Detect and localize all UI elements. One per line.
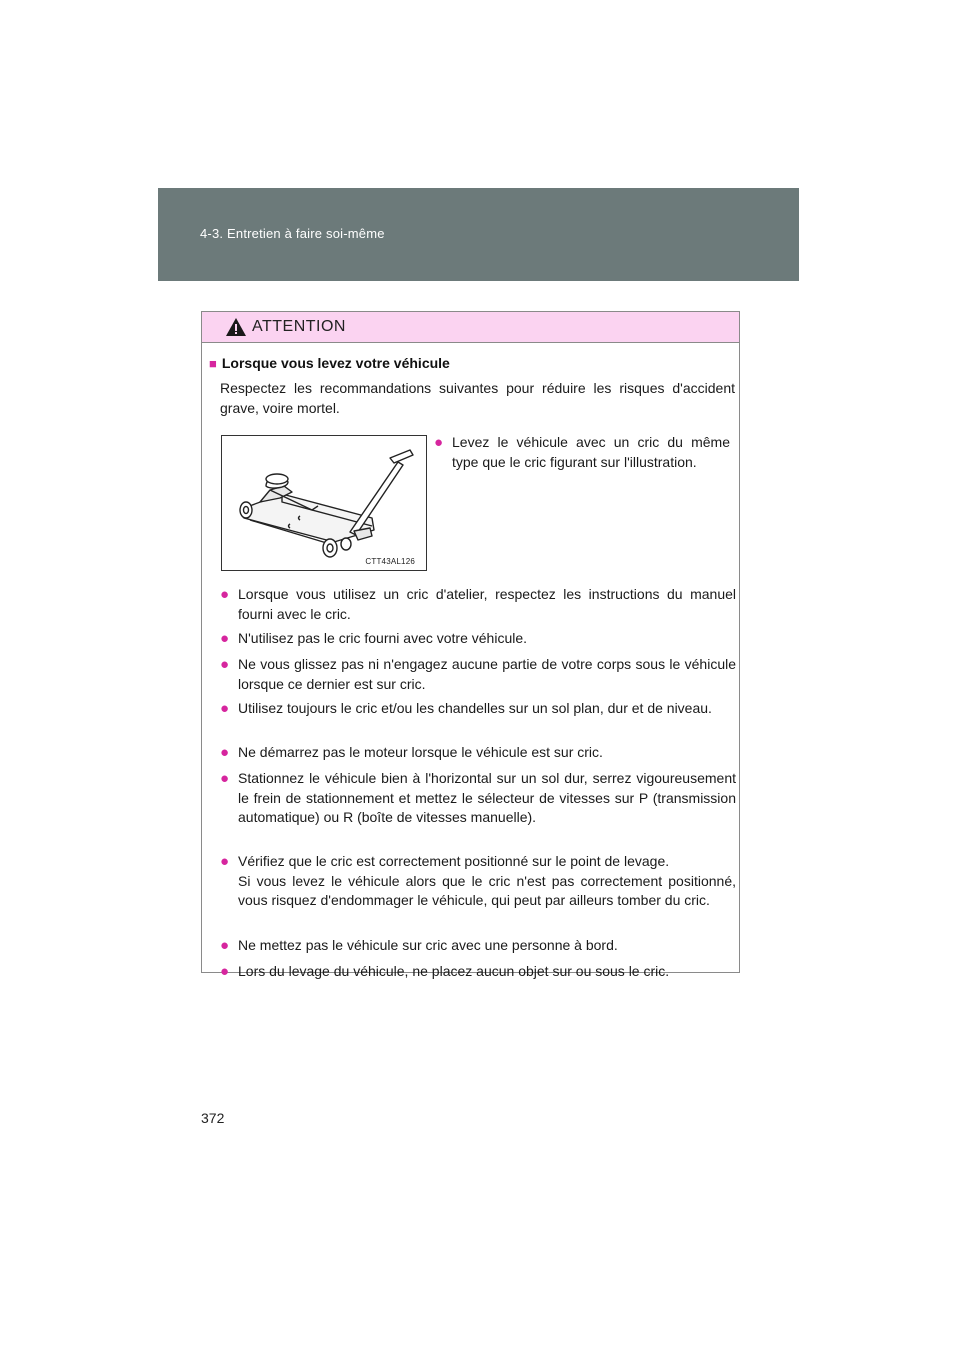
list-item xyxy=(434,433,730,472)
bullet-dot-icon: ● xyxy=(220,963,230,980)
list-item xyxy=(220,585,736,624)
list-item xyxy=(220,769,736,828)
list-item xyxy=(220,962,736,982)
bullet-text: N'utilisez pas le cric fourni avec votre véhicule. xyxy=(238,630,528,646)
warning-header xyxy=(202,312,739,343)
warning-section-title: Lorsque vous levez votre véhicule xyxy=(221,355,450,371)
bullet-dot-icon: ● xyxy=(434,434,444,451)
bullet-dot-icon: ● xyxy=(220,700,230,717)
section-title: 4-3. Entretien à faire soi-même xyxy=(200,226,385,241)
bullet-dot-icon: ● xyxy=(220,937,230,954)
warning-triangle-icon xyxy=(225,317,247,337)
bullet-text: Ne mettez pas le véhicule sur cric avec une personne à bord. xyxy=(238,937,618,953)
jack-illustration xyxy=(221,435,427,571)
list-item xyxy=(220,852,736,911)
bullet-dot-icon: ● xyxy=(220,744,230,761)
bullet-text: Ne vous glissez pas ni n'engagez aucune partie de votre corps sous le véhicule lorsque ce dernier est sur cric. xyxy=(238,656,736,692)
bullet-text: Vérifiez que le cric est correctement positionné sur le point de levage. xyxy=(238,853,670,869)
warning-box xyxy=(201,311,740,980)
list-item xyxy=(220,629,736,649)
figure-code: CTT43AL126 xyxy=(365,557,415,566)
section-header-band xyxy=(158,188,799,281)
bullet-dot-icon: ● xyxy=(220,656,230,673)
warning-section-heading xyxy=(209,355,450,371)
bullet-text: Stationnez le véhicule bien à l'horizontal sur un sol dur, serrez vigoureusement le frein de stationnement et mettez le sélecteur de vitesses sur P (transmission automatique) ou R (boîte de vitesses manuelle). xyxy=(238,770,736,826)
bullet-text: Levez le véhicule avec un cric du même type que le cric figurant sur l'illustration. xyxy=(452,434,730,470)
bullet-text: Lors du levage du véhicule, ne placez aucun objet sur ou sous le cric. xyxy=(238,963,670,979)
page-number: 372 xyxy=(201,1110,225,1126)
list-item xyxy=(220,743,736,763)
floor-jack-icon xyxy=(222,436,426,570)
list-item xyxy=(220,936,736,956)
bullet-text: Ne démarrez pas le moteur lorsque le véhicule est sur cric. xyxy=(238,744,603,760)
square-bullet-icon: ■ xyxy=(209,356,217,371)
list-item xyxy=(220,699,736,719)
bullet-text: Lorsque vous utilisez un cric d'atelier, respectez les instructions du manuel fourni avec le cric. xyxy=(238,586,736,622)
warning-title: ATTENTION xyxy=(252,318,346,335)
bullet-continuation: Si vous levez le véhicule alors que le cric n'est pas correctement positionné, vous risquez d'endommager le véhicule, qui peut par ailleurs tomber du cric. xyxy=(238,872,736,909)
bullet-dot-icon: ● xyxy=(220,853,230,870)
bullet-dot-icon: ● xyxy=(220,770,230,787)
bullet-dot-icon: ● xyxy=(220,630,230,647)
bullet-dot-icon: ● xyxy=(220,586,230,603)
warning-intro: Respectez les recommandations suivantes pour réduire les risques d'accident grave, voire mortel. xyxy=(220,380,735,416)
list-item xyxy=(220,655,736,694)
bullet-text: Utilisez toujours le cric et/ou les chandelles sur un sol plan, dur et de niveau. xyxy=(238,700,712,716)
